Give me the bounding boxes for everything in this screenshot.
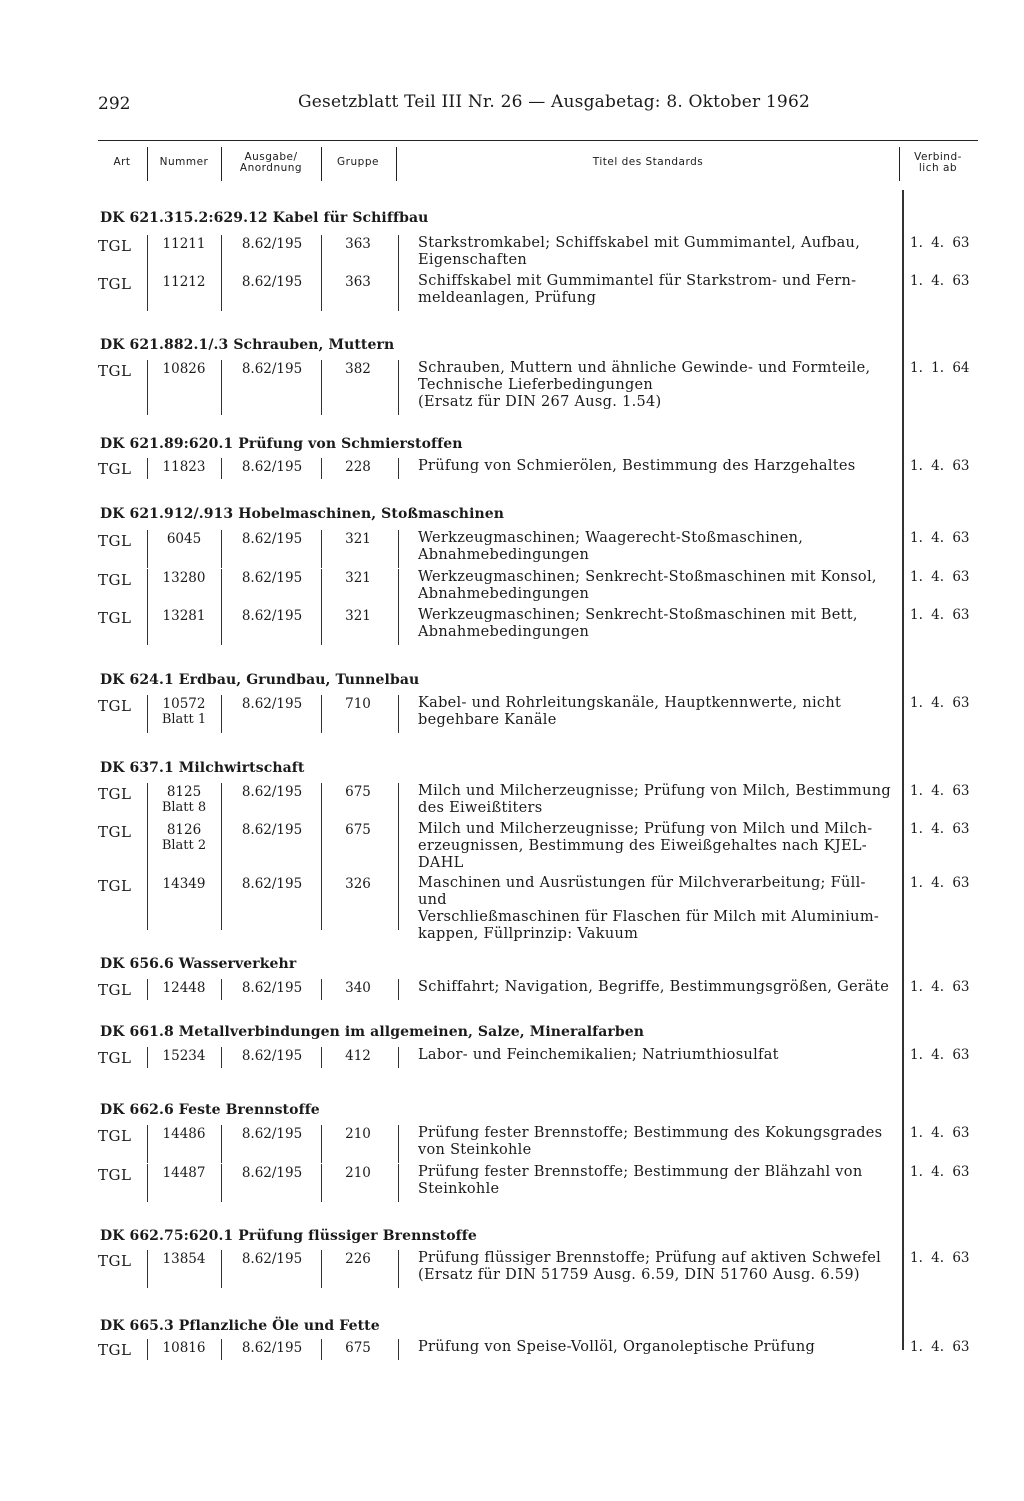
nummer-cell bbox=[148, 784, 220, 816]
titel-line: Kabel- und Rohrleitungskanäle, Hauptkennwerte, nicht bbox=[418, 695, 842, 711]
column-rule bbox=[398, 235, 399, 273]
ausgabe-cell: 8.62/195 bbox=[241, 361, 303, 377]
section-heading: DK 665.3 Pflanzliche Öle und Fette bbox=[100, 1318, 380, 1334]
section-heading: DK 662.6 Feste Brennstoffe bbox=[100, 1102, 320, 1118]
blatt-value: Blatt 2 bbox=[161, 838, 207, 853]
nummer-cell bbox=[148, 1126, 220, 1142]
column-rule bbox=[321, 821, 322, 876]
titel-line: des Eiweißtiters bbox=[418, 800, 543, 816]
gruppe-cell: 210 bbox=[345, 1165, 371, 1181]
table-row bbox=[98, 275, 978, 311]
art-cell: TGL bbox=[98, 532, 132, 550]
verbindlich-ab-cell: 1. 4. 63 bbox=[910, 1339, 970, 1355]
nummer-value: 11211 bbox=[162, 236, 206, 252]
nummer-value: 13281 bbox=[162, 608, 206, 624]
table-row bbox=[98, 571, 978, 607]
art-cell: TGL bbox=[98, 275, 132, 293]
gruppe-cell: 228 bbox=[345, 459, 371, 475]
nummer-cell bbox=[148, 1340, 220, 1356]
gruppe-cell: 382 bbox=[345, 361, 371, 377]
column-rule bbox=[221, 360, 222, 415]
ausgabe-cell: 8.62/195 bbox=[241, 980, 303, 996]
table-row bbox=[98, 981, 978, 1000]
gruppe-cell: 412 bbox=[345, 1048, 371, 1064]
art-cell: TGL bbox=[98, 785, 132, 803]
titel-cell bbox=[418, 979, 898, 996]
nummer-cell bbox=[148, 570, 220, 586]
nummer-value: 13280 bbox=[162, 570, 206, 586]
gruppe-cell: 210 bbox=[345, 1126, 371, 1142]
titel-cell bbox=[418, 530, 898, 564]
column-rule bbox=[147, 1250, 148, 1288]
verbindlich-ab-cell: 1. 4. 63 bbox=[910, 530, 970, 546]
table-row bbox=[98, 362, 978, 415]
art-cell: TGL bbox=[98, 823, 132, 841]
titel-cell bbox=[418, 783, 898, 817]
section bbox=[98, 1024, 978, 1070]
nummer-cell bbox=[148, 696, 220, 728]
column-header-verbind-line2: lich ab bbox=[918, 162, 958, 174]
titel-line: Werkzeugmaschinen; Senkrecht-Stoßmaschinen mit Konsol, bbox=[418, 569, 877, 585]
column-rule bbox=[147, 458, 148, 479]
ausgabe-cell: 8.62/195 bbox=[241, 531, 303, 547]
column-rule bbox=[321, 569, 322, 607]
titel-line: Schiffahrt; Navigation, Begriffe, Bestimmungsgrößen, Geräte bbox=[418, 979, 890, 995]
section-heading: DK 661.8 Metallverbindungen im allgemeinen, Salze, Mineralfarben bbox=[100, 1024, 645, 1040]
ausgabe-cell: 8.62/195 bbox=[241, 1048, 303, 1064]
verbindlich-ab-cell: 1. 4. 63 bbox=[910, 821, 970, 837]
column-rule bbox=[147, 569, 148, 607]
column-rule bbox=[398, 1164, 399, 1202]
nummer-value: 10572 bbox=[162, 696, 206, 712]
ausgabe-cell: 8.62/195 bbox=[241, 1165, 303, 1181]
column-header-titel: Titel des Standards bbox=[592, 156, 704, 169]
column-rule bbox=[398, 1047, 399, 1068]
column-rule bbox=[321, 1250, 322, 1288]
titel-line: Technische Lieferbedingungen bbox=[418, 377, 654, 393]
ausgabe-cell: 8.62/195 bbox=[241, 784, 303, 800]
section bbox=[98, 1318, 978, 1362]
gruppe-cell: 710 bbox=[345, 696, 371, 712]
ausgabe-cell: 8.62/195 bbox=[241, 1251, 303, 1267]
titel-cell bbox=[418, 360, 898, 411]
column-rule bbox=[321, 458, 322, 479]
verbindlich-ab-cell: 1. 4. 63 bbox=[910, 875, 970, 891]
column-rule bbox=[221, 821, 222, 876]
titel-line: Maschinen und Ausrüstungen für Milchverarbeitung; Füll- und bbox=[418, 875, 866, 908]
nummer-cell bbox=[148, 608, 220, 624]
nummer-cell bbox=[148, 1165, 220, 1181]
nummer-value: 14487 bbox=[162, 1165, 206, 1181]
titel-cell bbox=[418, 235, 898, 269]
column-rule bbox=[398, 273, 399, 311]
nummer-cell bbox=[148, 1251, 220, 1267]
verbindlich-ab-cell: 1. 4. 63 bbox=[910, 1047, 970, 1063]
titel-line: (Ersatz für DIN 51759 Ausg. 6.59, DIN 51760 Ausg. 6.59) bbox=[418, 1267, 860, 1283]
titel-line: Labor- und Feinchemikalien; Natriumthiosulfat bbox=[418, 1047, 779, 1063]
gruppe-cell: 226 bbox=[345, 1251, 371, 1267]
column-rule bbox=[147, 979, 148, 1000]
titel-line: Eigenschaften bbox=[418, 252, 527, 268]
table-row bbox=[98, 237, 978, 273]
column-rule bbox=[147, 821, 148, 876]
titel-line: erzeugnissen, Bestimmung des Eiweißgehaltes nach KJEL- bbox=[418, 838, 867, 854]
ausgabe-cell: 8.62/195 bbox=[241, 822, 303, 838]
section-heading: DK 621.912/.913 Hobelmaschinen, Stoßmaschinen bbox=[100, 506, 505, 522]
column-rule bbox=[221, 569, 222, 607]
section bbox=[98, 210, 978, 313]
titel-cell bbox=[418, 1125, 898, 1159]
section-heading: DK 662.75:620.1 Prüfung flüssiger Brennstoffe bbox=[100, 1228, 477, 1244]
gruppe-cell: 340 bbox=[345, 980, 371, 996]
verbindlich-ab-cell: 1. 4. 63 bbox=[910, 1164, 970, 1180]
column-rule bbox=[221, 783, 222, 821]
table-row bbox=[98, 1166, 978, 1202]
table-row bbox=[98, 785, 978, 821]
verbindlich-ab-cell: 1. 4. 63 bbox=[910, 979, 970, 995]
column-header-ausgabe-line2: Anordnung bbox=[239, 162, 303, 174]
table-row bbox=[98, 1252, 978, 1288]
running-title: Gesetzblatt Teil III Nr. 26 — Ausgabetag: 8. Oktober 1962 bbox=[298, 92, 810, 112]
art-cell: TGL bbox=[98, 877, 132, 895]
section bbox=[98, 672, 978, 735]
nummer-value: 11823 bbox=[162, 459, 206, 475]
titel-line: Prüfung fester Brennstoffe; Bestimmung des Kokungsgrades bbox=[418, 1125, 883, 1141]
column-header-ausgabe-line1: Ausgabe/ bbox=[244, 150, 298, 163]
nummer-cell bbox=[148, 361, 220, 377]
nummer-value: 8126 bbox=[166, 822, 202, 838]
column-rule bbox=[147, 360, 148, 415]
ausgabe-cell: 8.62/195 bbox=[241, 1340, 303, 1356]
column-rule bbox=[398, 569, 399, 607]
verbindlich-ab-cell: 1. 4. 63 bbox=[910, 569, 970, 585]
section bbox=[98, 436, 978, 481]
section bbox=[98, 1228, 978, 1290]
column-header-art: Art bbox=[113, 156, 131, 169]
column-rule bbox=[398, 607, 399, 645]
titel-cell bbox=[418, 273, 898, 307]
art-cell: TGL bbox=[98, 1049, 132, 1067]
column-rule bbox=[221, 875, 222, 930]
blatt-value: Blatt 1 bbox=[161, 712, 207, 727]
nummer-cell bbox=[148, 531, 220, 547]
titel-cell bbox=[418, 607, 898, 641]
art-cell: TGL bbox=[98, 609, 132, 627]
titel-line: Abnahmebedingungen bbox=[418, 547, 590, 563]
nummer-value: 6045 bbox=[166, 531, 202, 547]
column-rule bbox=[147, 875, 148, 930]
titel-line: Schrauben, Muttern und ähnliche Gewinde- und Formteile, bbox=[418, 360, 871, 376]
column-rule bbox=[221, 1047, 222, 1068]
nummer-cell bbox=[148, 274, 220, 290]
column-header-verbind-line1: Verbind- bbox=[914, 150, 962, 163]
ausgabe-cell: 8.62/195 bbox=[241, 236, 303, 252]
nummer-value: 10816 bbox=[162, 1340, 206, 1356]
section-heading: DK 621.89:620.1 Prüfung von Schmierstoffen bbox=[100, 436, 463, 452]
titel-line: begehbare Kanäle bbox=[418, 712, 557, 728]
column-rule bbox=[321, 235, 322, 273]
titel-line: (Ersatz für DIN 267 Ausg. 1.54) bbox=[418, 394, 662, 410]
column-rule bbox=[321, 875, 322, 930]
verbindlich-ab-cell: 1. 4. 63 bbox=[910, 783, 970, 799]
section-heading: DK 637.1 Milchwirtschaft bbox=[100, 760, 305, 776]
titel-line: Steinkohle bbox=[418, 1181, 500, 1197]
column-rule bbox=[398, 875, 399, 930]
column-rule bbox=[321, 360, 322, 415]
section-heading: DK 624.1 Erdbau, Grundbau, Tunnelbau bbox=[100, 672, 420, 688]
column-rule bbox=[321, 1125, 322, 1163]
titel-line: DAHL bbox=[418, 855, 464, 871]
art-cell: TGL bbox=[98, 697, 132, 715]
section bbox=[98, 506, 978, 647]
titel-line: von Steinkohle bbox=[418, 1142, 532, 1158]
titel-line: Verschließmaschinen für Flaschen für Milch mit Aluminium- bbox=[418, 909, 880, 925]
nummer-value: 11212 bbox=[162, 274, 206, 290]
column-rule bbox=[221, 530, 222, 568]
nummer-value: 13854 bbox=[162, 1251, 206, 1267]
column-rule bbox=[321, 1339, 322, 1360]
titel-cell bbox=[418, 1250, 898, 1284]
table-row bbox=[98, 875, 978, 942]
verbindlich-ab-cell: 1. 4. 63 bbox=[910, 1125, 970, 1141]
titel-cell bbox=[418, 1047, 898, 1064]
nummer-value: 10826 bbox=[162, 361, 206, 377]
art-cell: TGL bbox=[98, 1127, 132, 1145]
gruppe-cell: 363 bbox=[345, 236, 371, 252]
column-rule bbox=[321, 1047, 322, 1068]
blatt-value: Blatt 8 bbox=[161, 800, 207, 815]
verbindlich-ab-cell: 1. 4. 63 bbox=[910, 235, 970, 251]
column-rule bbox=[147, 1164, 148, 1202]
column-rule bbox=[147, 695, 148, 733]
nummer-value: 12448 bbox=[162, 980, 206, 996]
section-heading: DK 656.6 Wasserverkehr bbox=[100, 956, 297, 972]
table-row bbox=[98, 609, 978, 645]
gruppe-cell: 321 bbox=[345, 570, 371, 586]
ausgabe-cell: 8.62/195 bbox=[241, 696, 303, 712]
verbindlich-ab-cell: 1. 4. 63 bbox=[910, 1250, 970, 1266]
table-row bbox=[98, 1127, 978, 1163]
column-rule bbox=[398, 530, 399, 568]
column-rule bbox=[221, 1125, 222, 1163]
titel-line: Milch und Milcherzeugnisse; Prüfung von Milch, Bestimmung bbox=[418, 783, 891, 799]
titel-line: Milch und Milcherzeugnisse; Prüfung von Milch und Milch- bbox=[418, 821, 873, 837]
column-rule bbox=[321, 607, 322, 645]
titel-line: Werkzeugmaschinen; Senkrecht-Stoßmaschinen mit Bett, bbox=[418, 607, 858, 623]
art-cell: TGL bbox=[98, 981, 132, 999]
titel-line: Prüfung von Schmierölen, Bestimmung des Harzgehaltes bbox=[418, 458, 856, 474]
titel-cell bbox=[418, 1339, 898, 1356]
gruppe-cell: 675 bbox=[345, 822, 371, 838]
verbindlich-ab-cell: 1. 1. 64 bbox=[910, 360, 970, 376]
titel-line: Schiffskabel mit Gummimantel für Starkstrom- und Fern- bbox=[418, 273, 857, 289]
verbindlich-ab-cell: 1. 4. 63 bbox=[910, 458, 970, 474]
column-header-gruppe: Gruppe bbox=[337, 156, 379, 169]
column-rule bbox=[221, 607, 222, 645]
section-heading: DK 621.315.2:629.12 Kabel für Schiffbau bbox=[100, 210, 429, 226]
table-row bbox=[98, 460, 978, 479]
titel-line: Prüfung fester Brennstoffe; Bestimmung der Blähzahl von bbox=[418, 1164, 863, 1180]
nummer-cell bbox=[148, 1048, 220, 1064]
column-rule bbox=[398, 458, 399, 479]
art-cell: TGL bbox=[98, 1252, 132, 1270]
column-rule bbox=[147, 1125, 148, 1163]
section bbox=[98, 337, 978, 417]
verbindlich-ab-cell: 1. 4. 63 bbox=[910, 273, 970, 289]
section bbox=[98, 956, 978, 1002]
column-rule bbox=[321, 695, 322, 733]
gruppe-cell: 326 bbox=[345, 876, 371, 892]
gruppe-cell: 675 bbox=[345, 1340, 371, 1356]
art-cell: TGL bbox=[98, 1166, 132, 1184]
column-rule bbox=[398, 695, 399, 733]
gruppe-cell: 675 bbox=[345, 784, 371, 800]
table-row bbox=[98, 1049, 978, 1068]
titel-line: Starkstromkabel; Schiffskabel mit Gummimantel, Aufbau, bbox=[418, 235, 861, 251]
table-row bbox=[98, 532, 978, 568]
nummer-value: 14349 bbox=[162, 876, 206, 892]
titel-cell bbox=[418, 695, 898, 729]
column-rule bbox=[398, 821, 399, 876]
titel-line: meldeanlagen, Prüfung bbox=[418, 290, 597, 306]
column-rule bbox=[221, 1250, 222, 1288]
titel-line: kappen, Füllprinzip: Vakuum bbox=[418, 926, 639, 942]
titel-cell bbox=[418, 875, 898, 943]
page-number: 292 bbox=[98, 94, 131, 114]
art-cell: TGL bbox=[98, 362, 132, 380]
column-rule bbox=[147, 607, 148, 645]
column-rule bbox=[398, 360, 399, 415]
art-cell: TGL bbox=[98, 1341, 132, 1359]
column-rule bbox=[321, 273, 322, 311]
column-rule bbox=[398, 1250, 399, 1288]
column-rule bbox=[221, 458, 222, 479]
column-rule bbox=[221, 695, 222, 733]
titel-cell bbox=[418, 821, 898, 872]
column-rule bbox=[321, 530, 322, 568]
nummer-cell bbox=[148, 822, 220, 854]
ausgabe-cell: 8.62/195 bbox=[241, 608, 303, 624]
titel-line: Werkzeugmaschinen; Waagerecht-Stoßmaschinen, bbox=[418, 530, 804, 546]
column-rule bbox=[398, 979, 399, 1000]
column-rule bbox=[321, 979, 322, 1000]
nummer-cell bbox=[148, 876, 220, 892]
gruppe-cell: 321 bbox=[345, 531, 371, 547]
table-row bbox=[98, 1341, 978, 1360]
table-row bbox=[98, 823, 978, 876]
nummer-value: 14486 bbox=[162, 1126, 206, 1142]
titel-cell bbox=[418, 1164, 898, 1198]
column-rule bbox=[147, 783, 148, 821]
titel-cell bbox=[418, 569, 898, 603]
gruppe-cell: 321 bbox=[345, 608, 371, 624]
art-cell: TGL bbox=[98, 460, 132, 478]
ausgabe-cell: 8.62/195 bbox=[241, 1126, 303, 1142]
column-rule bbox=[398, 1339, 399, 1360]
column-rule bbox=[321, 1164, 322, 1202]
art-cell: TGL bbox=[98, 237, 132, 255]
column-rule bbox=[147, 1047, 148, 1068]
column-rule bbox=[398, 783, 399, 821]
verbindlich-ab-cell: 1. 4. 63 bbox=[910, 695, 970, 711]
table-row bbox=[98, 697, 978, 733]
column-rule bbox=[221, 1339, 222, 1360]
nummer-value: 8125 bbox=[166, 784, 202, 800]
nummer-value: 15234 bbox=[162, 1048, 206, 1064]
titel-line: Prüfung von Speise-Vollöl, Organoleptische Prüfung bbox=[418, 1339, 816, 1355]
column-rule bbox=[221, 273, 222, 311]
titel-line: Prüfung flüssiger Brennstoffe; Prüfung auf aktiven Schwefel bbox=[418, 1250, 882, 1266]
column-rule bbox=[147, 530, 148, 568]
verbindlich-ab-cell: 1. 4. 63 bbox=[910, 607, 970, 623]
column-rule bbox=[147, 235, 148, 273]
column-rule bbox=[221, 235, 222, 273]
section bbox=[98, 1102, 978, 1204]
titel-line: Abnahmebedingungen bbox=[418, 624, 590, 640]
column-rule bbox=[221, 979, 222, 1000]
column-rule bbox=[147, 1339, 148, 1360]
ausgabe-cell: 8.62/195 bbox=[241, 459, 303, 475]
column-rule bbox=[147, 273, 148, 311]
column-rule bbox=[398, 1125, 399, 1163]
titel-line: Abnahmebedingungen bbox=[418, 586, 590, 602]
art-cell: TGL bbox=[98, 571, 132, 589]
column-rule bbox=[321, 783, 322, 821]
ausgabe-cell: 8.62/195 bbox=[241, 274, 303, 290]
nummer-cell bbox=[148, 980, 220, 996]
nummer-cell bbox=[148, 459, 220, 475]
titel-cell bbox=[418, 458, 898, 475]
ausgabe-cell: 8.62/195 bbox=[241, 876, 303, 892]
column-header-nummer: Nummer bbox=[159, 156, 209, 169]
nummer-cell bbox=[148, 236, 220, 252]
gruppe-cell: 363 bbox=[345, 274, 371, 290]
ausgabe-cell: 8.62/195 bbox=[241, 570, 303, 586]
section bbox=[98, 760, 978, 942]
column-rule bbox=[221, 1164, 222, 1202]
section-heading: DK 621.882.1/.3 Schrauben, Muttern bbox=[100, 337, 395, 353]
